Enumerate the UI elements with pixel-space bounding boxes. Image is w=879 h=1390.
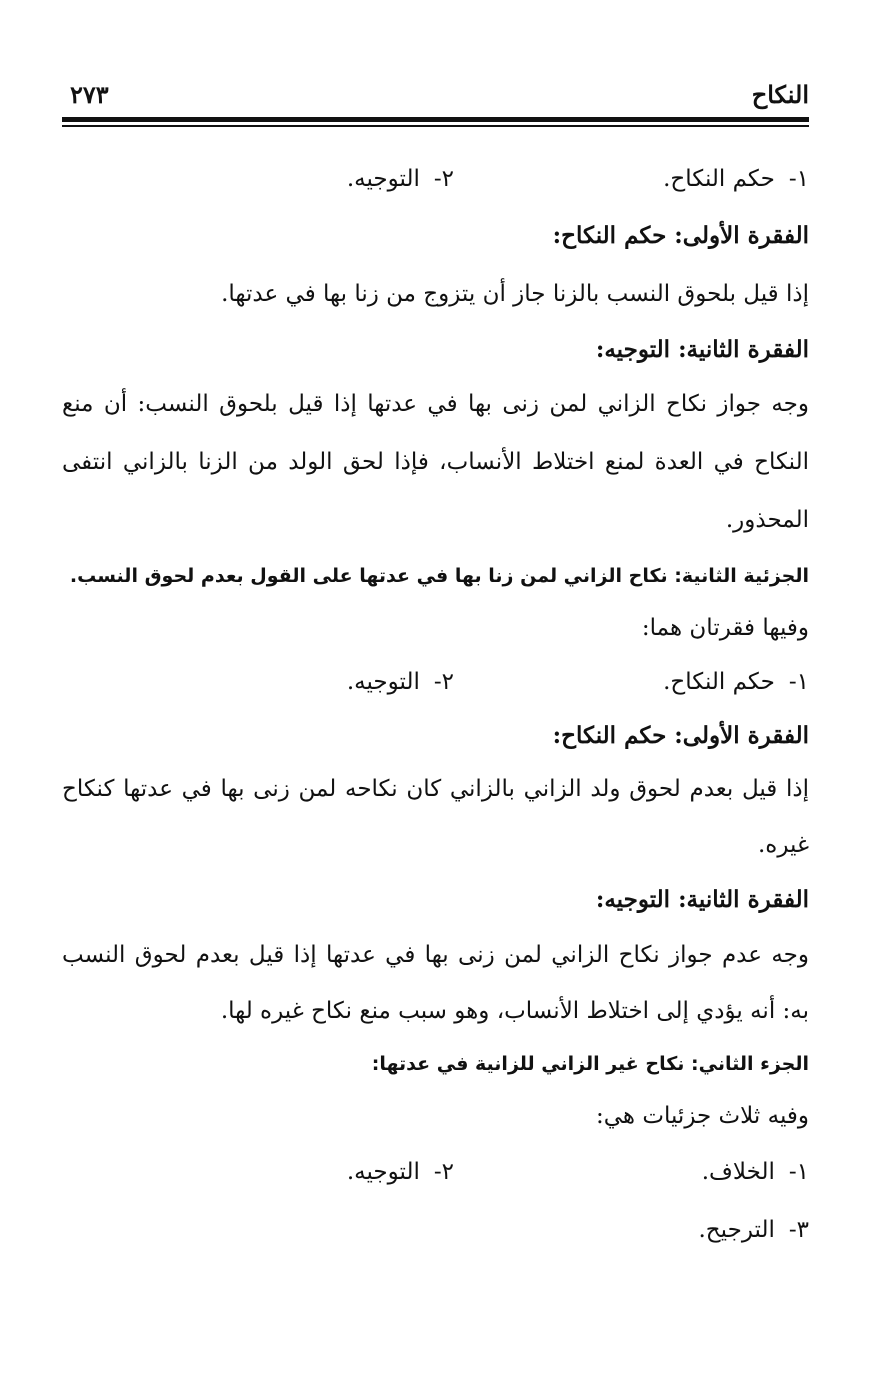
list-item-number: ١- bbox=[788, 669, 809, 695]
list-item-text: الترجيح. bbox=[698, 1217, 775, 1243]
paragraph: وجه جواز نكاح الزاني لمن زنى بها في عدتها إذا قيل بلحوق النسب: أن منع النكاح في العدة لمنع اختلاط الأنساب، فإذا لحق الولد من الزنا بالزاني انتفى المحذور. bbox=[62, 391, 809, 533]
list-item-text: حكم النكاح. bbox=[663, 669, 775, 695]
list-item-number: ٢- bbox=[433, 669, 454, 695]
section-heading: الجزء الثاني: نكاح غير الزاني للزانية في عدتها: bbox=[371, 1053, 809, 1075]
list-item-number: ١- bbox=[788, 1159, 809, 1185]
list-item bbox=[663, 150, 809, 208]
list-item-number: ٢- bbox=[433, 166, 454, 192]
paragraph: إذا قيل بعدم لحوق ولد الزاني بالزاني كان نكاحه لمن زنى بها في عدتها كنكاح غيره. bbox=[62, 776, 809, 858]
page-header bbox=[62, 80, 809, 120]
list-item-text: حكم النكاح. bbox=[663, 166, 775, 192]
list-item-text: التوجيه. bbox=[346, 166, 420, 192]
item-list bbox=[62, 1201, 809, 1259]
page-number: ٢٧٣ bbox=[70, 80, 109, 109]
list-item-number: ١- bbox=[788, 166, 809, 192]
header-rule-thick bbox=[62, 117, 809, 122]
list-item bbox=[347, 1143, 454, 1201]
paragraph: وجه عدم جواز نكاح الزاني لمن زنى بها في عدتها إذا قيل بعدم لحوق النسب به: أنه يؤدي إلى اختلاط الأنساب، وهو سبب منع نكاح غيره لها. bbox=[62, 942, 809, 1024]
page-body bbox=[62, 150, 809, 1259]
list-item bbox=[663, 653, 809, 711]
subheading: الفقرة الثانية: التوجيه: bbox=[595, 336, 809, 363]
list-item-number: ٣- bbox=[788, 1217, 809, 1243]
item-list bbox=[62, 150, 809, 208]
intro-text: وفيه ثلاث جزئيات هي: bbox=[595, 1103, 809, 1129]
list-item-text: الخلاف. bbox=[701, 1159, 775, 1185]
paragraph: إذا قيل بلحوق النسب بالزنا جاز أن يتزوج من زنا بها في عدتها. bbox=[221, 281, 809, 307]
running-title: النكاح bbox=[751, 80, 809, 109]
header-rule-thin bbox=[62, 125, 809, 127]
list-item bbox=[347, 150, 454, 208]
item-list bbox=[62, 653, 809, 711]
list-item-text: التوجيه. bbox=[346, 669, 420, 695]
list-item bbox=[699, 1201, 810, 1259]
subheading: الفقرة الأولى: حكم النكاح: bbox=[552, 722, 809, 749]
subheading: الفقرة الثانية: التوجيه: bbox=[595, 886, 809, 913]
list-item bbox=[702, 1143, 809, 1201]
subheading: الفقرة الأولى: حكم النكاح: bbox=[552, 222, 809, 249]
section-heading: الجزئية الثانية: نكاح الزاني لمن زنا بها في عدتها على القول بعدم لحوق النسب. bbox=[69, 565, 809, 587]
list-item-number: ٢- bbox=[433, 1159, 454, 1185]
intro-text: وفيها فقرتان هما: bbox=[641, 615, 809, 641]
list-item bbox=[347, 653, 454, 711]
item-list bbox=[62, 1143, 809, 1201]
list-item-text: التوجيه. bbox=[346, 1159, 420, 1185]
